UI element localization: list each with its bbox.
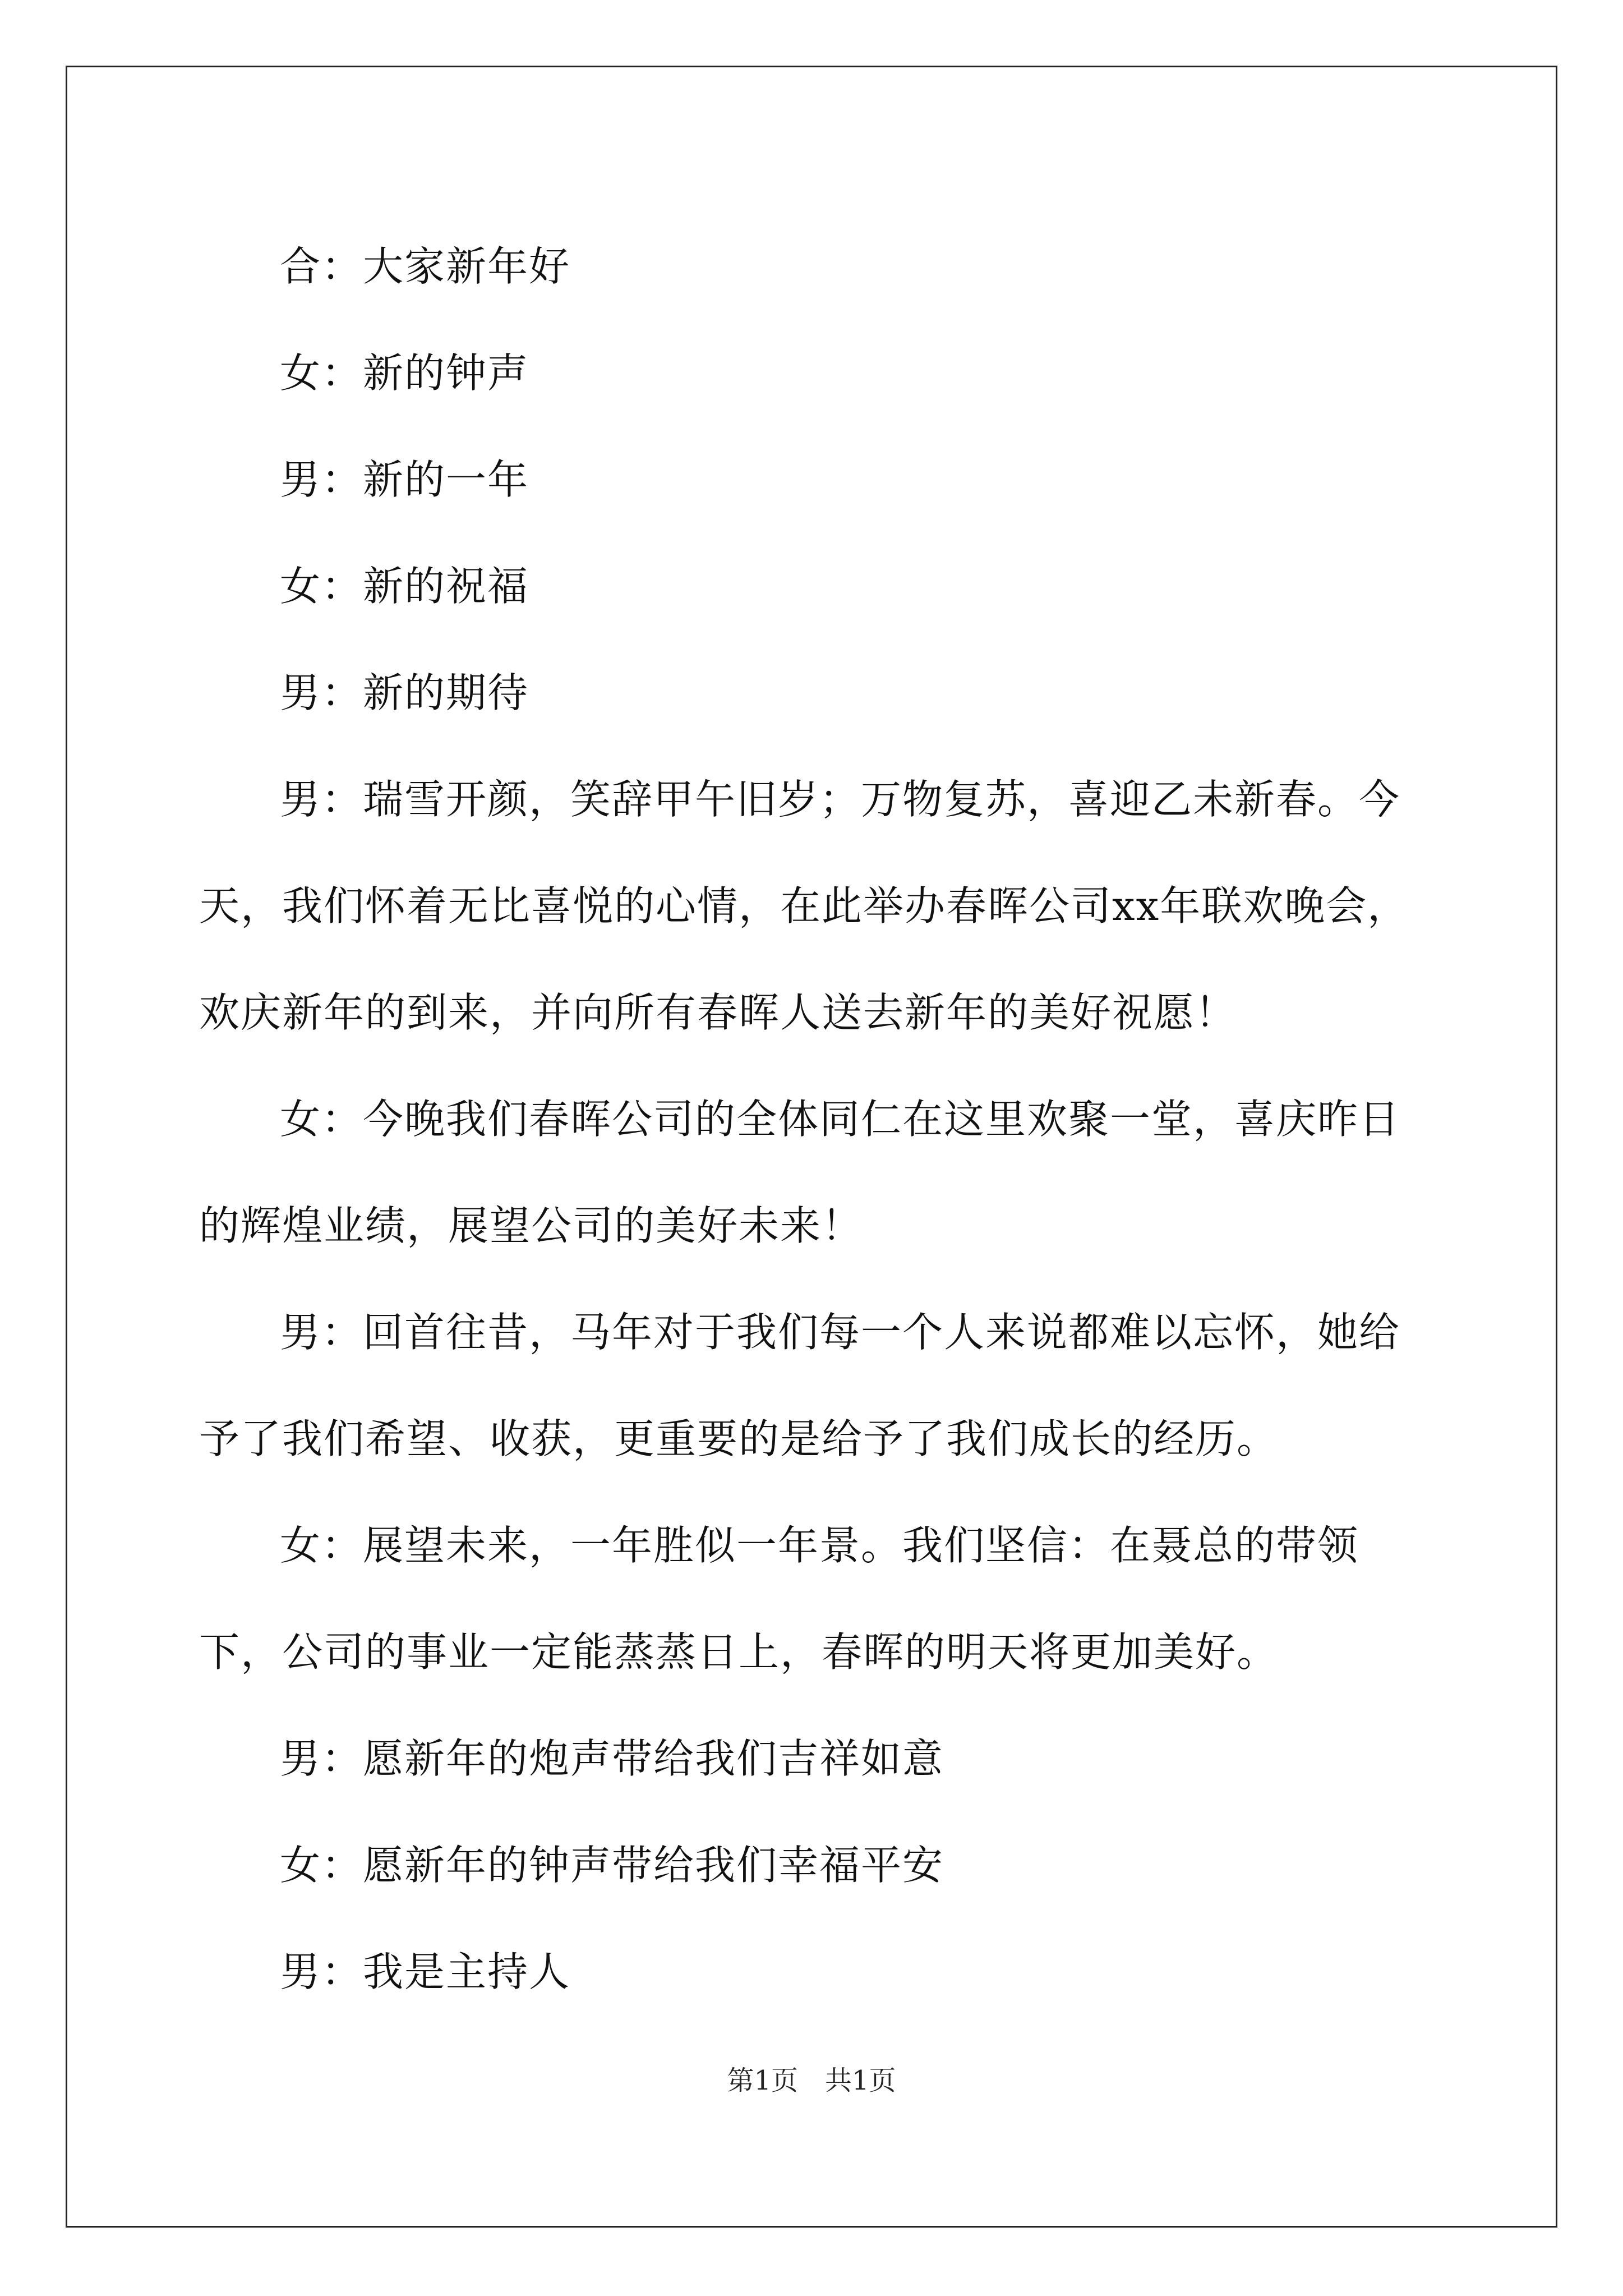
paragraph: 女：愿新年的钟声带给我们幸福平安 <box>280 1842 944 1889</box>
paragraph: 男：新的一年 <box>280 456 529 503</box>
paragraph: 男：回首往昔，马年对于我们每一个人来说都难以忘怀，她给予了我们希望、收获，更重要的是给予了我们成长的经历。 <box>199 1309 1401 1462</box>
paragraph: 女：今晚我们春晖公司的全体同仁在这里欢聚一堂，喜庆昨日的辉煌业绩，展望公司的美好未来！ <box>199 1096 1401 1249</box>
document-body <box>199 213 1433 2025</box>
paragraph: 女：展望未来，一年胜似一年景。我们坚信：在聂总的带领下，公司的事业一定能蒸蒸日上，春晖的明天将更加美好。 <box>199 1522 1359 1676</box>
paragraph: 女：新的祝福 <box>280 563 529 610</box>
paragraph: 男：瑞雪开颜，笑辞甲午旧岁；万物复苏，喜迎乙未新春。今天，我们怀着无比喜悦的心情，在此举办春晖公司xx年联欢晚会，欢庆新年的到来，并向所有春晖人送去新年的美好祝愿！ <box>199 776 1409 1036</box>
paragraph: 男：愿新年的炮声带给我们吉祥如意 <box>280 1735 944 1782</box>
paragraph: 女：新的钟声 <box>280 349 529 397</box>
paragraph: 男：我是主持人 <box>280 1948 571 1995</box>
page-number-footer: 第1页 共1页 <box>727 2065 896 2096</box>
paragraph: 合：大家新年好 <box>280 243 571 290</box>
paragraph: 男：新的期待 <box>280 669 529 716</box>
